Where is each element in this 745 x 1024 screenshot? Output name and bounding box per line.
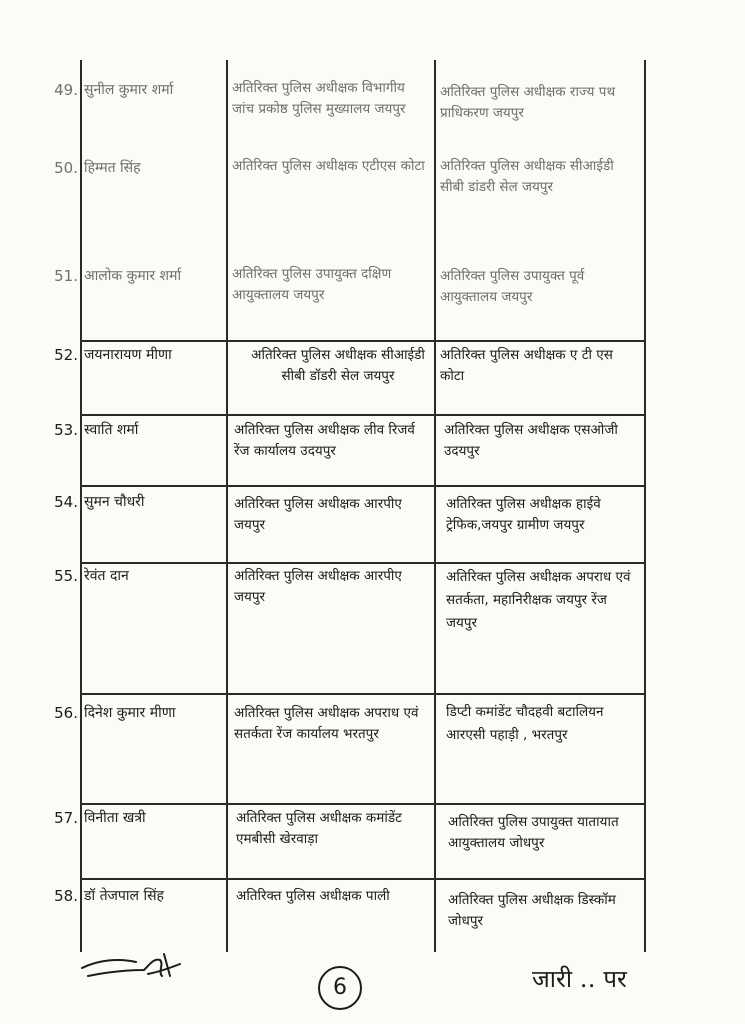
officer-name: डॉ तेजपाल सिंह	[84, 888, 164, 904]
new-posting: अतिरिक्त पुलिस अधीक्षक अपराध एवं सतर्कता, महानिरीक्षक जयपुर रेंज जयपुर	[446, 569, 631, 631]
row-number: 54.	[54, 493, 78, 511]
signature-scribble	[78, 946, 188, 986]
officer-name: दिनेश कुमार मीणा	[84, 705, 176, 721]
new-posting: अतिरिक्त पुलिस अधीक्षक डिस्कॉम जोधपुर	[448, 892, 616, 929]
table-border-left	[80, 60, 82, 952]
current-posting: अतिरिक्त पुलिस अधीक्षक सीआईडी सीबी डॉडरी सेल जयपुर	[251, 347, 425, 384]
officer-name: सुनील कुमार शर्मा	[84, 82, 174, 98]
officer-name: रेवंत दान	[84, 568, 129, 584]
current-posting: अतिरिक्त पुलिस अधीक्षक लीव रिजर्व रेंज कार्यालय उदयपुर	[234, 422, 415, 459]
new-posting: अतिरिक्त पुलिस अधीक्षक एसओजी उदयपुर	[444, 422, 618, 459]
current-posting: अतिरिक्त पुलिस अधीक्षक एटीएस कोटा	[232, 158, 425, 174]
row-number: 56.	[54, 704, 78, 722]
row-number: 53.	[54, 421, 78, 439]
row-divider	[80, 485, 644, 487]
row-number: 50.	[54, 159, 78, 177]
page-number: 6	[318, 966, 362, 1010]
new-posting: अतिरिक्त पुलिस अधीक्षक ए टी एस कोटा	[440, 347, 613, 384]
current-posting: अतिरिक्त पुलिस अधीक्षक अपराध एवं सतर्कता रेंज कार्यालय भरतपुर	[234, 705, 419, 742]
row-divider	[80, 340, 644, 342]
row-divider	[80, 693, 644, 695]
new-posting: अतिरिक्त पुलिस उपायुक्त पूर्व आयुक्तालय जयपुर	[440, 268, 585, 305]
row-divider	[80, 803, 644, 805]
current-posting: अतिरिक्त पुलिस अधीक्षक आरपीए जयपुर	[234, 496, 402, 533]
officer-name: आलोक कुमार शर्मा	[84, 268, 182, 284]
row-number: 52.	[54, 346, 78, 364]
table-divider-name	[226, 60, 228, 952]
continued-note: जारी ‥ पर	[532, 965, 627, 993]
current-posting: अतिरिक्त पुलिस अधीक्षक आरपीए जयपुर	[234, 568, 402, 605]
officer-name: हिम्मत सिंह	[84, 160, 141, 176]
row-number: 55.	[54, 567, 78, 585]
row-number: 58.	[54, 887, 78, 905]
new-posting: डिप्टी कमांडेंट चौदहवी बटालियन आरएसी पहाड़ी , भरतपुर	[446, 704, 604, 743]
current-posting: अतिरिक्त पुलिस उपायुक्त दक्षिण आयुक्तालय जयपुर	[232, 266, 392, 303]
row-number: 49.	[54, 81, 78, 99]
new-posting: अतिरिक्त पुलिस अधीक्षक सीआईडी सीबी डांडरी सेल जयपुर	[440, 158, 614, 195]
row-divider	[80, 562, 644, 564]
current-posting: अतिरिक्त पुलिस अधीक्षक पाली	[236, 888, 390, 904]
row-number: 57.	[54, 809, 78, 827]
officer-name: स्वाति शर्मा	[84, 422, 139, 438]
row-number: 51.	[54, 267, 78, 285]
officer-name: जयनारायण मीणा	[84, 347, 172, 363]
current-posting: अतिरिक्त पुलिस अधीक्षक कमांडेंट एमबीसी खेरवाड़ा	[236, 810, 402, 847]
officer-name: विनीता खत्री	[84, 810, 146, 826]
row-divider	[80, 414, 644, 416]
row-divider	[80, 878, 644, 880]
officer-name: सुमन चौधरी	[84, 494, 145, 510]
table-divider-from	[434, 60, 436, 952]
new-posting: अतिरिक्त पुलिस अधीक्षक राज्य पथ प्राधिकरण जयपुर	[440, 84, 616, 121]
new-posting: अतिरिक्त पुलिस उपायुक्त यातायात आयुक्तालय जोधपुर	[448, 814, 619, 851]
current-posting: अतिरिक्त पुलिस अधीक्षक विभागीय जांच प्रकोष्ठ पुलिस मुख्यालय जयपुर	[232, 80, 406, 117]
table-border-right	[644, 60, 646, 952]
new-posting: अतिरिक्त पुलिस अधीक्षक हाईवे ट्रेफिक,जयपुर ग्रामीण जयपुर	[446, 496, 601, 533]
